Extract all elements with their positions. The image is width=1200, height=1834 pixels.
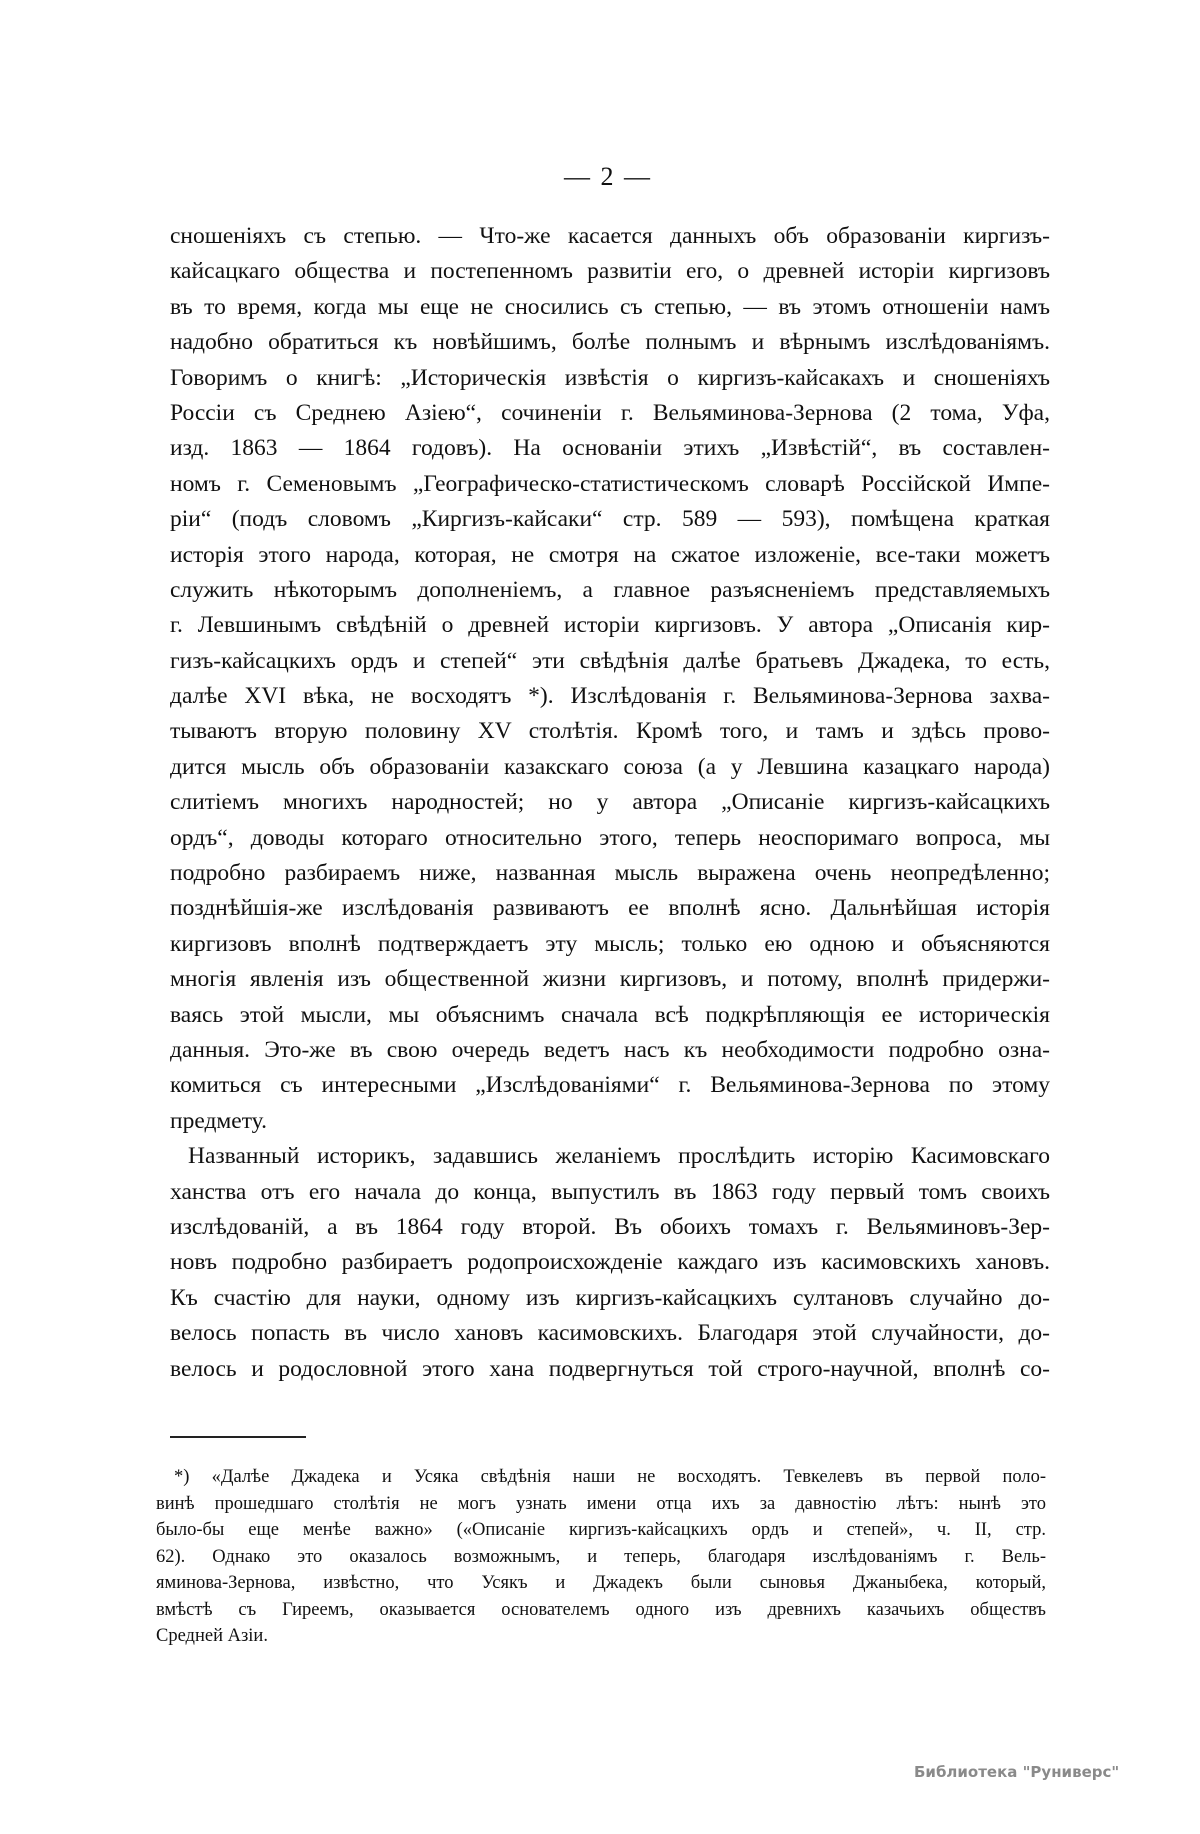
footnote-divider — [170, 1436, 306, 1438]
paragraph-1-line: комиться съ интересными „Изслѣдованiями“ г. Вельяминова-Зернова по этому — [170, 1072, 1050, 1099]
paragraph-1-line: исторiя этого народа, которая, не смотря на сжатое изложенiе, все-таки можетъ — [170, 541, 1050, 568]
paragraph-1-line: Говоримъ о книгѣ: „Историческiя извѣстiя о киргизъ-кайсакахъ и сношенiяхъ — [170, 364, 1050, 391]
paragraph-1-line: въ то время, когда мы еще не сносились съ степью, — въ этомъ отношенiи намъ — [170, 293, 1050, 320]
paragraph-2-line: ханства отъ его начала до конца, выпустилъ въ 1863 году первый томъ своихъ — [170, 1178, 1050, 1205]
paragraph-1-line: гизъ-кайсацкихъ ордъ и степей“ эти свѣдѣнiя далѣе братьевъ Джадека, то есть, — [170, 647, 1050, 674]
footnote-line: винѣ прошедшаго столѣтiя не могъ узнать имени отца ихъ за давностiю лѣтъ: нынѣ это — [156, 1493, 1046, 1514]
paragraph-1-line: ваясь этой мысли, мы объяснимъ сначала всѣ подкрѣпляющiя ее историческiя — [170, 1001, 1050, 1028]
paragraph-1-line: Россiи съ Среднею Азiею“, сочиненiи г. Вельяминова-Зернова (2 тома, Уфа, — [170, 399, 1050, 426]
paragraph-2-line: изслѣдованiй, а въ 1864 году второй. Въ обоихъ томахъ г. Вельяминовъ-Зер- — [170, 1213, 1050, 1240]
paragraph-2-line: велось и родословной этого хана подвергнуться той строго-научной, вполнѣ со- — [170, 1355, 1050, 1382]
footnote-line: Средней Азiи. — [156, 1626, 268, 1646]
paragraph-1-line: ордъ“, доводы котораго относительно этого, теперь неоспоримаго вопроса, мы — [170, 824, 1050, 851]
paragraph-1-line: надобно обратиться къ новѣйшимъ, болѣе полнымъ и вѣрнымъ изслѣдованiямъ. — [170, 329, 1050, 356]
page-number: — 2 — — [564, 162, 652, 191]
paragraph-1-line: дится мысль объ образованiи казакскаго союза (а у Левшина казацкаго народа) — [170, 753, 1050, 780]
paragraph-1-line: подробно разбираемъ ниже, названная мысль выражена очень неопредѣленно; — [170, 860, 1050, 887]
paragraph-1-line: г. Левшинымъ свѣдѣнiй о древней исторiи киргизовъ. У автора „Описанiя кир- — [170, 612, 1050, 639]
paragraph-1-line: позднѣйшiя-же изслѣдованiя развиваютъ ее вполнѣ ясно. Дальнѣйшая исторiя — [170, 895, 1050, 922]
footnote-line: *) «Далѣе Джадека и Усяка свѣдѣнiя наши не восходятъ. Тевкелевъ въ первой поло- — [174, 1467, 1046, 1487]
footnote-line: вмѣстѣ съ Гиреемъ, оказывается основателемъ одного изъ древнихъ казачьихъ обществъ — [156, 1599, 1046, 1620]
footnote-line: яминова-Зернова, извѣстно, что Усякъ и Джадекъ были сыновья Джаныбека, который, — [156, 1573, 1046, 1593]
paragraph-2-line: велось попасть въ число хановъ касимовскихъ. Благодаря этой случайности, до- — [170, 1320, 1050, 1347]
paragraph-1-line: данныя. Это-же въ свою очередь ведетъ насъ къ необходимости подробно озна- — [170, 1036, 1050, 1063]
footnote-line: было-бы еще менѣе важно» («Описанiе киргизъ-кайсацкихъ ордъ и степей», ч. II, стр. — [156, 1520, 1046, 1540]
footnote-line: 62). Однако это оказалось возможнымъ, и теперь, благодаря изслѣдованiямъ г. Вель- — [156, 1546, 1046, 1567]
paragraph-1-line: далѣе XVI вѣка, не восходятъ *). Изслѣдованiя г. Вельяминова-Зернова захва- — [170, 683, 1050, 710]
paragraph-1-line: сношенiяхъ съ степью. — Что-же касается данныхъ объ образованiи киргизъ- — [170, 223, 1050, 249]
library-watermark: Библиотека "Руниверс" — [914, 1763, 1120, 1781]
paragraph-1-line: слитiемъ многихъ народностей; но у автора „Описанiе киргизъ-кайсацкихъ — [170, 789, 1050, 816]
paragraph-1-line: киргизовъ вполнѣ подтверждаетъ эту мысль; только ею одною и объясняются — [170, 930, 1050, 957]
paragraph-1-line: номъ г. Семеновымъ „Географическо-статистическомъ словарѣ Россiйской Импе- — [170, 470, 1050, 497]
paragraph-1-line: изд. 1863 — 1864 годовъ). На основанiи этихъ „Извѣстiй“, въ составлен- — [170, 435, 1050, 462]
body-text — [170, 219, 1050, 1387]
paragraph-1-line: рiи“ (подъ словомъ „Киргизъ-кайсаки“ стр. 589 — 593), помѣщена краткая — [170, 506, 1050, 533]
paragraph-2-line: Названный историкъ, задавшись желанiемъ прослѣдить исторiю Касимовскаго — [188, 1143, 1050, 1170]
paragraph-1-line: служить нѣкоторымъ дополненiемъ, а главное разъясненiемъ представляемыхъ — [170, 576, 1050, 603]
paragraph-2-line: новъ подробно разбираетъ родопроисхожденiе каждаго изъ касимовскихъ хановъ. — [170, 1249, 1050, 1276]
paragraph-1-line: предмету. — [170, 1107, 267, 1134]
paragraph-1-line: многiя явленiя изъ общественной жизни киргизовъ, и потому, вполнѣ придержи- — [170, 966, 1050, 993]
footnote — [156, 1464, 1046, 1650]
paragraph-2-line: Къ счастiю для науки, одному изъ киргизъ-кайсацкихъ султановъ случайно до- — [170, 1284, 1050, 1311]
paragraph-1-line: кайсацкаго общества и постепенномъ развитiи его, о древней исторiи киргизовъ — [170, 258, 1050, 285]
paragraph-1-line: тываютъ вторую половину XV столѣтiя. Кромѣ того, и тамъ и здѣсь прово- — [170, 718, 1050, 745]
